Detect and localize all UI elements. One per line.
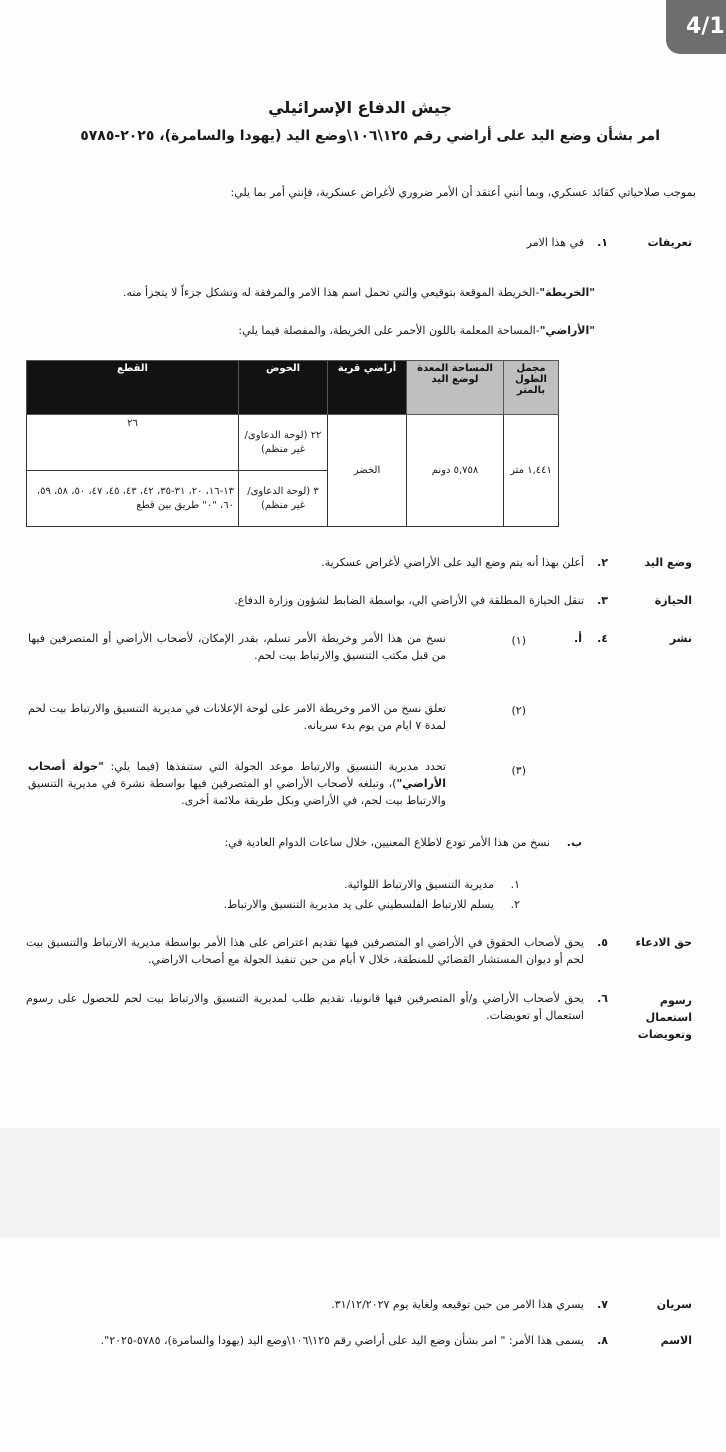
header-basin: الحوض bbox=[239, 361, 328, 415]
section-7-number: ٧. bbox=[597, 1298, 608, 1311]
section-7-text: يسري هذا الامر من حين توقيعه ولغاية يوم ٣١/١٢/٢٠٢٧. bbox=[331, 1298, 584, 1311]
section-3-text: تنقل الحيازة المطلقة في الأراضي الي، بواسطة الضابط لشؤون وزارة الدفاع. bbox=[234, 594, 584, 607]
section-3-label: الحيازة bbox=[654, 594, 692, 607]
section-2-text: أعلن بهذا أنه يتم وضع اليد على الأراضي لأغراض عسكرية. bbox=[321, 556, 584, 569]
section-8-label: الاسم bbox=[660, 1334, 692, 1347]
header-total-length: مجمل الطول بالمتر bbox=[504, 361, 559, 415]
header-plots: القطع bbox=[27, 361, 239, 415]
section-8-number: ٨. bbox=[597, 1334, 608, 1347]
subsection-b-text: نسخ من هذا الأمر تودع لاطلاع المعنيين، خلال ساعات الدوام العادية في: bbox=[224, 836, 550, 849]
item-1-text: نسخ من هذا الأمر وخريطة الأمر تسلم، بقدر الإمكان، لأصحاب الأراضي أو المتصرفين فيها من قبل مكتب التنسيق والارتباط بيت لحم. bbox=[28, 632, 446, 662]
cell-total-length: ١,٤٤١ متر bbox=[504, 415, 559, 527]
cell-plots: ١٣-١٦، ٢٠، ٣١-٣٥، ٤٢، ٤٣، ٤٥، ٤٧، ٥٠، ٥٨، ٥٩، ٦٠، "٠" طريق بين قطع bbox=[27, 471, 239, 527]
cell-basin: ٣ (لوحة الدعاوى/غير منظم) bbox=[239, 471, 328, 527]
section-7-label: سريان bbox=[656, 1298, 692, 1311]
section-6-label: رسوم استعمال وتعويضات bbox=[637, 994, 692, 1041]
lands-definition-text: -المساحة المعلمة باللون الأحمر على الخريطة، والمفصلة فيما يلي: bbox=[238, 324, 540, 337]
cell-village: الخضر bbox=[328, 415, 407, 527]
document-title: جيش الدفاع الإسرائيلي bbox=[268, 98, 452, 117]
section-5-label: حق الادعاء bbox=[635, 936, 692, 949]
section-5-number: ٥. bbox=[597, 936, 608, 949]
item-2-marker: (٢) bbox=[511, 704, 526, 717]
list-item-2-marker: ٢. bbox=[510, 898, 520, 911]
section-4-label: نشر bbox=[669, 632, 692, 645]
map-definition-text: -الخريطة الموقعة بتوقيعي والتي تحمل اسم هذا الامر والمرفقة له وتشكل جزءاً لا يتجزأ منه. bbox=[122, 286, 540, 299]
section-4-number: ٤. bbox=[597, 632, 608, 645]
section-5-text: يحق لأصحاب الحقوق في الأراضي او المتصرفين فيها تقديم اعتراض على هذا الأمر بواسطة مديرية الارتباط والتنسيق بيت لحم أو ديوان المستشار القضائي للمنطقة، خلال ٧ أيام من حين تنفيذ الجولة مع أصحاب الاراضي. bbox=[26, 936, 584, 966]
section-1-label: تعريفات bbox=[647, 236, 692, 249]
subsection-a-marker: أ. bbox=[574, 632, 582, 645]
cell-plots: ٢٦ bbox=[27, 415, 239, 471]
cell-basin: ٢٢ (لوحة الدعاوى/غير منظم) bbox=[239, 415, 328, 471]
table-row bbox=[27, 415, 559, 471]
item-3-marker: (٣) bbox=[511, 764, 526, 777]
landowners-tour-term: "جولة أصحاب الأراضي" bbox=[28, 760, 446, 790]
section-2-label: وضع اليد bbox=[644, 556, 692, 569]
item-2-text: تعلق نسخ من الامر وخريطة الامر على لوحة الإعلانات في مديرية التنسيق والارتباط بيت لحم لمدة ٧ ايام من يوم بدء سريانه. bbox=[28, 702, 446, 732]
header-village: أراضي قرية bbox=[328, 361, 407, 415]
lands-term: "الأراضي" bbox=[539, 324, 595, 337]
section-6-text: يحق لأصحاب الأراضي و/أو المتصرفين فيها قانونيا، تقديم طلب لمديرية التنسيق والارتباط بيت لحم للحصول على رسوم استعمال أو تعويضات. bbox=[26, 992, 584, 1022]
item-3-text-end: )، وتبلغه لأصحاب الأراضي او المتصرفين فيها بواسطة نشرة في مديرية التنسيق والارتباط بيت لحم، في الأراضي وبكل طريقة ملائمة أخرى. bbox=[28, 777, 446, 807]
lands-definition bbox=[140, 322, 595, 339]
section-6-number: ٦. bbox=[597, 992, 608, 1005]
page-number-badge: 4/1 bbox=[666, 0, 726, 54]
cell-area: ٥,٧٥٨ دونم bbox=[407, 415, 504, 527]
item-1-marker: (١) bbox=[511, 634, 526, 647]
page-gap bbox=[0, 1128, 720, 1238]
map-definition bbox=[40, 284, 595, 301]
section-3-number: ٣. bbox=[597, 594, 608, 607]
list-item-1-marker: ١. bbox=[510, 878, 520, 891]
section-1-text: في هذا الامر bbox=[526, 236, 584, 249]
order-subtitle: امر بشأن وضع اليد على أراضي رقم ١٢٥\١٠٦\وضع اليد (يهودا والسامرة)، ٢٠٢٥-٥٧٨٥ bbox=[80, 128, 660, 144]
intro-paragraph: بموجب صلاحياتي كقائد عسكري، وبما أنني أعتقد أن الأمر ضروري لأغراض عسكرية، فإنني أمر بما يلي: bbox=[230, 186, 696, 199]
list-item-2-text: يسلم للارتباط الفلسطيني على يد مديرية التنسيق والارتباط. bbox=[223, 898, 494, 911]
header-area: المساحة المعدة لوضع اليد bbox=[407, 361, 504, 415]
item-3-text-start: تحدد مديرية التنسيق والارتباط موعد الجولة التي ستنفذها (فيما يلي: bbox=[103, 760, 446, 773]
section-2-number: ٢. bbox=[597, 556, 608, 569]
subsection-b-marker: ب. bbox=[566, 836, 582, 849]
lands-table bbox=[26, 360, 559, 527]
list-item-1-text: مديرية التنسيق والارتباط اللوائية. bbox=[343, 878, 494, 891]
map-term: "الخريطة" bbox=[539, 286, 595, 299]
section-8-text: يسمى هذا الأمر: " امر بشأن وضع اليد على أراضي رقم ١٢٥\١٠٦\وضع اليد (يهودا والسامرة)، ٥٧٨٥-٢٠٢٥". bbox=[100, 1334, 584, 1347]
section-1-number: ١. bbox=[597, 236, 608, 249]
item-3-text bbox=[28, 758, 446, 809]
